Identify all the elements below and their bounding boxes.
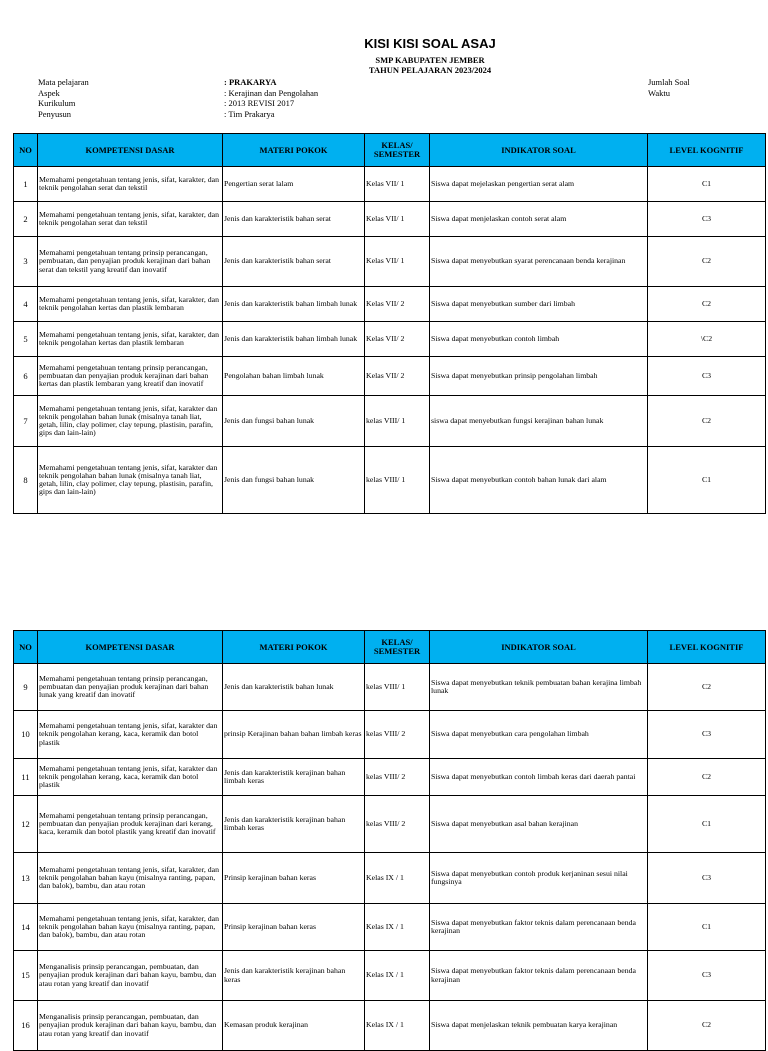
cell-indikator-soal: Siswa dapat menyebutkan sumber dari limbah (430, 287, 648, 322)
meta-row (38, 98, 318, 109)
cell-kompetensi-dasar: Memahami pengetahuan tentang prinsip perancangan, pembuatan dan penyajian produk kerajinan dari bahan kertas dan plastik lembaran yang kreatif dan inovatif (38, 357, 223, 396)
document-title: KISI KISI SOAL ASAJ (364, 36, 496, 51)
meta-row (38, 109, 318, 120)
cell-indikator-soal: Siswa dapat menjelaskan teknik pembuatan karya kerajinan (430, 1001, 648, 1051)
table-row (14, 904, 766, 951)
cell-materi-pokok: Jenis dan fungsi bahan lunak (223, 396, 365, 447)
cell-kelas-semester: Kelas VII/ 2 (365, 357, 430, 396)
cell-materi-pokok: prinsip Kerajinan bahan bahan limbah keras (223, 711, 365, 759)
table-row (14, 796, 766, 853)
cell-level-kognitif: C1 (648, 796, 766, 853)
cell-level-kognitif: C2 (648, 237, 766, 287)
cell-kompetensi-dasar: Memahami pengetahuan tentang jenis, sifat, karakter dan teknik pengolahan kerang, kaca, keramik dan botol plastik (38, 711, 223, 759)
meta-row (38, 88, 318, 99)
cell-materi-pokok: Jenis dan karakteristik kerajinan bahan keras (223, 951, 365, 1001)
cell-no: 6 (14, 357, 38, 396)
table-row (14, 322, 766, 357)
cell-no: 9 (14, 664, 38, 711)
cell-indikator-soal: Siswa dapat menyebutkan contoh produk kerjaninan sesui nilai fungsinya (430, 853, 648, 904)
cell-kompetensi-dasar: Memahami pengetahuan tentang jenis, sifat, karakter, dan teknik pengolahan bahan kayu (misalnya ranting, papan, dan balok), bambu, dan atau rotan (38, 904, 223, 951)
cell-no: 7 (14, 396, 38, 447)
header-indikator-soal: INDIKATOR SOAL (430, 631, 648, 664)
meta-value: : PRAKARYA (224, 77, 277, 87)
cell-kompetensi-dasar: Memahami pengetahuan tentang jenis, sifat, karakter, dan teknik pengolahan kertas dan plastik lembaran (38, 322, 223, 357)
cell-no: 10 (14, 711, 38, 759)
header-materi-pokok: MATERI POKOK (223, 134, 365, 167)
cell-indikator-soal: Siswa dapat menyebutkan teknik pembuatan bahan kerajina limbah lunak (430, 664, 648, 711)
cell-materi-pokok: Prinsip kerajinan bahan keras (223, 904, 365, 951)
header-no: NO (14, 134, 38, 167)
cell-kompetensi-dasar: Menganalisis prinsip perancangan, pembuatan, dan penyajian produk kerajinan dari bahan kayu, bambu, dan atau rotan yang kreatif dan inovatif (38, 951, 223, 1001)
cell-kompetensi-dasar: Memahami pengetahuan tentang jenis, sifat, karakter dan teknik pengolahan bahan lunak (misalnya tanah liat, getah, lilin, clay polimer, clay tepung, plastisin, parafin, gips dan lain-lain) (38, 447, 223, 514)
grid-table-2 (13, 630, 766, 1051)
cell-materi-pokok: Jenis dan karakteristik kerajinan bahan limbah keras (223, 796, 365, 853)
time-label: Waktu (648, 87, 670, 98)
cell-kelas-semester: Kelas VII/ 2 (365, 322, 430, 357)
table-row (14, 167, 766, 202)
header-kelas-semester: KELAS/ SEMESTER (365, 134, 430, 167)
grid-table-1 (13, 133, 766, 514)
cell-kompetensi-dasar: Memahami pengetahuan tentang jenis, sifat, karakter, dan teknik pengolahan serat dan tekstil (38, 167, 223, 202)
cell-level-kognitif: C2 (648, 1001, 766, 1051)
cell-indikator-soal: Siswa dapat menjelaskan contoh serat alam (430, 202, 648, 237)
meta-label: Mata pelajaran (38, 77, 89, 87)
cell-kelas-semester: Kelas VII/ 1 (365, 202, 430, 237)
cell-materi-pokok: Jenis dan fungsi bahan lunak (223, 447, 365, 514)
cell-level-kognitif: C3 (648, 853, 766, 904)
cell-kelas-semester: kelas VIII/ 1 (365, 447, 430, 514)
cell-materi-pokok: Pengertian serat lalam (223, 167, 365, 202)
cell-indikator-soal: Siswa dapat menyebutkan faktor teknis dalam perencanaan benda kerajinan (430, 951, 648, 1001)
cell-no: 15 (14, 951, 38, 1001)
table-row (14, 951, 766, 1001)
cell-no: 14 (14, 904, 38, 951)
cell-level-kognitif: C3 (648, 951, 766, 1001)
cell-no: 3 (14, 237, 38, 287)
cell-kelas-semester: Kelas IX / 1 (365, 904, 430, 951)
meta-label: Penyusun (38, 108, 72, 119)
cell-kompetensi-dasar: Memahami pengetahuan tentang jenis, sifat, karakter dan teknik pengolahan bahan lunak (misalnya tanah liat, getah, lilin, clay polimer, clay tepung, plastisin, parafin, gips dan lain-lain) (38, 396, 223, 447)
cell-kelas-semester: Kelas IX / 1 (365, 951, 430, 1001)
cell-indikator-soal: Siswa dapat menyebutkan prinsip pengolahan limbah (430, 357, 648, 396)
cell-level-kognitif: C2 (648, 664, 766, 711)
cell-indikator-soal: Siswa dapat menyebutkan syarat perencanaan benda kerajinan (430, 237, 648, 287)
table-header-row (14, 134, 766, 167)
meta-value: : Tim Prakarya (224, 108, 275, 119)
header-level-kognitif: LEVEL KOGNITIF (648, 631, 766, 664)
total-questions-label: Jumlah Soal (648, 77, 690, 87)
header-kompetensi-dasar: KOMPETENSI DASAR (38, 134, 223, 167)
cell-no: 16 (14, 1001, 38, 1051)
cell-kompetensi-dasar: Memahami pengetahuan tentang prinsip perancangan, pembuatan dan penyajian produk kerajinan dari bahan lunak yang kreatif dan inovatif (38, 664, 223, 711)
cell-kompetensi-dasar: Menganalisis prinsip perancangan, pembuatan, dan penyajian produk kerajinan dari bahan kayu, bambu, dan atau rotan yang kreatif dan inovatif (38, 1001, 223, 1051)
meta-right-info (648, 77, 690, 98)
cell-indikator-soal: Siswa dapat menyebutkan contoh limbah (430, 322, 648, 357)
cell-level-kognitif: C2 (648, 287, 766, 322)
table-row (14, 1001, 766, 1051)
meta-value: : 2013 REVISI 2017 (224, 98, 295, 108)
cell-indikator-soal: Siswa dapat mejelaskan pengertian serat alam (430, 167, 648, 202)
cell-no: 12 (14, 796, 38, 853)
cell-no: 2 (14, 202, 38, 237)
cell-indikator-soal: Siswa dapat menyebutkan faktor teknis dalam perencanaan benda kerajinan (430, 904, 648, 951)
cell-kelas-semester: kelas VIII/ 2 (365, 796, 430, 853)
header-level-kognitif: LEVEL KOGNITIF (648, 134, 766, 167)
cell-level-kognitif: C3 (648, 357, 766, 396)
cell-materi-pokok: Jenis dan karakteristik bahan serat (223, 202, 365, 237)
cell-materi-pokok: Prinsip kerajinan bahan keras (223, 853, 365, 904)
cell-kompetensi-dasar: Memahami pengetahuan tentang prinsip perancangan, pembuatan, dan penyajian produk kerajinan dari bahan serat dan tekstil yang kreatif dan inovatif (38, 237, 223, 287)
cell-level-kognitif: C1 (648, 167, 766, 202)
table-row (14, 711, 766, 759)
table-row (14, 664, 766, 711)
meta-value: : Kerajinan dan Pengolahan (224, 87, 319, 98)
header-kompetensi-dasar: KOMPETENSI DASAR (38, 631, 223, 664)
cell-level-kognitif: C3 (648, 202, 766, 237)
cell-materi-pokok: Jenis dan karakteristik bahan limbah lunak (223, 287, 365, 322)
meta-info (38, 77, 318, 119)
cell-kelas-semester: kelas VIII/ 2 (365, 711, 430, 759)
table-row (14, 287, 766, 322)
cell-materi-pokok: Jenis dan karakteristik kerajinan bahan limbah keras (223, 759, 365, 796)
cell-level-kognitif: C2 (648, 396, 766, 447)
meta-row (38, 77, 318, 88)
cell-no: 1 (14, 167, 38, 202)
cell-level-kognitif: C1 (648, 904, 766, 951)
cell-materi-pokok: Kemasan produk kerajinan (223, 1001, 365, 1051)
cell-no: 8 (14, 447, 38, 514)
cell-indikator-soal: Siswa dapat menyebutkan cara pengolahan limbah (430, 711, 648, 759)
table-row (14, 447, 766, 514)
cell-kompetensi-dasar: Memahami pengetahuan tentang jenis, sifat, karakter, dan teknik pengolahan bahan kayu (misalnya ranting, papan, dan balok), bambu, dan atau rotan (38, 853, 223, 904)
cell-materi-pokok: Pengolahan bahan limbah lunak (223, 357, 365, 396)
cell-indikator-soal: Siswa dapat menyebutkan asal bahan kerajinan (430, 796, 648, 853)
cell-level-kognitif: C3 (648, 711, 766, 759)
table-row (14, 202, 766, 237)
cell-no: 4 (14, 287, 38, 322)
header-kelas-semester: KELAS/ SEMESTER (365, 631, 430, 664)
cell-kelas-semester: Kelas VII/ 2 (365, 287, 430, 322)
header-materi-pokok: MATERI POKOK (223, 631, 365, 664)
cell-kompetensi-dasar: Memahami pengetahuan tentang jenis, sifat, karakter dan teknik pengolahan kerang, kaca, keramik dan botol plastik (38, 759, 223, 796)
cell-level-kognitif: \C2 (648, 322, 766, 357)
cell-level-kognitif: C1 (648, 447, 766, 514)
cell-kelas-semester: Kelas IX / 1 (365, 1001, 430, 1051)
table-header-row (14, 631, 766, 664)
cell-kelas-semester: kelas VIII/ 2 (365, 759, 430, 796)
cell-no: 5 (14, 322, 38, 357)
cell-kelas-semester: kelas VIII/ 1 (365, 396, 430, 447)
cell-no: 11 (14, 759, 38, 796)
cell-kompetensi-dasar: Memahami pengetahuan tentang prinsip perancangan, pembuatan dan penyajian produk kerajinan dari kerang, kaca, keramik dan botol plastik yang kreatif dan inovatif (38, 796, 223, 853)
cell-no: 13 (14, 853, 38, 904)
cell-kompetensi-dasar: Memahami pengetahuan tentang jenis, sifat, karakter, dan teknik pengolahan serat dan tekstil (38, 202, 223, 237)
cell-kelas-semester: Kelas VII/ 1 (365, 237, 430, 287)
cell-indikator-soal: Siswa dapat menyebutkan contoh limbah keras dari daerah pantai (430, 759, 648, 796)
cell-indikator-soal: Siswa dapat menyebutkan contoh bahan lunak dari alam (430, 447, 648, 514)
table-row (14, 396, 766, 447)
table-row (14, 759, 766, 796)
school-name: SMP KABUPATEN JEMBER (375, 55, 485, 65)
table-row (14, 237, 766, 287)
header-no: NO (14, 631, 38, 664)
header-indikator-soal: INDIKATOR SOAL (430, 134, 648, 167)
cell-kelas-semester: Kelas IX / 1 (365, 853, 430, 904)
table-row (14, 853, 766, 904)
meta-label: Aspek (38, 87, 60, 98)
cell-materi-pokok: Jenis dan karakteristik bahan limbah lunak (223, 322, 365, 357)
cell-level-kognitif: C2 (648, 759, 766, 796)
cell-kompetensi-dasar: Memahami pengetahuan tentang jenis, sifat, karakter, dan teknik pengolahan kertas dan plastik lembaran (38, 287, 223, 322)
cell-materi-pokok: Jenis dan karakteristik bahan lunak (223, 664, 365, 711)
meta-label: Kurikulum (38, 98, 76, 108)
cell-indikator-soal: siswa dapat menyebutkan fungsi kerajinan bahan lunak (430, 396, 648, 447)
cell-kelas-semester: Kelas VII/ 1 (365, 167, 430, 202)
cell-kelas-semester: kelas VIII/ 1 (365, 664, 430, 711)
academic-year: TAHUN PELAJARAN 2023/2024 (368, 65, 492, 75)
table-row (14, 357, 766, 396)
cell-materi-pokok: Jenis dan karakteristik bahan serat (223, 237, 365, 287)
